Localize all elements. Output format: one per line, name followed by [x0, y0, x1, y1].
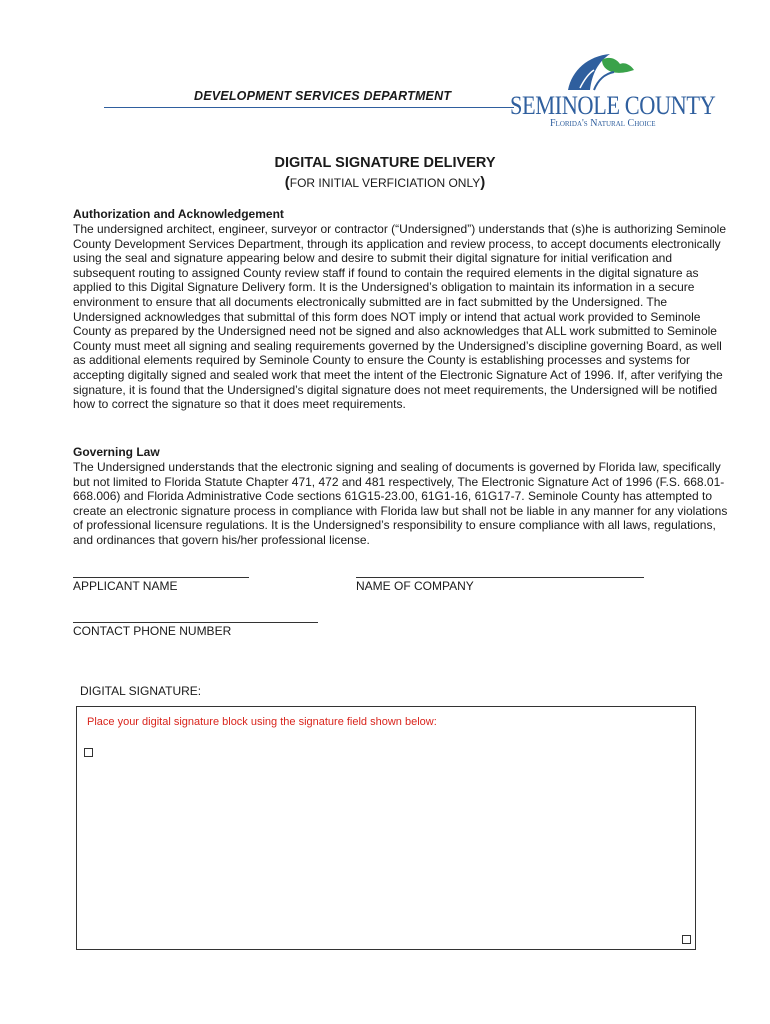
- signature-instruction: Place your digital signature block using the signature field shown below:: [87, 716, 437, 728]
- header-rule: [104, 107, 514, 108]
- department-name: DEVELOPMENT SERVICES DEPARTMENT: [194, 89, 452, 103]
- signature-field-top-checkbox[interactable]: [84, 748, 93, 757]
- logo-wordmark: SEMINOLE COUNTY: [510, 91, 716, 120]
- applicant-name-line[interactable]: [73, 577, 249, 578]
- logo-tagline: Florida's Natural Choice: [550, 118, 656, 129]
- contact-phone-line[interactable]: [73, 622, 318, 623]
- governing-law-heading: Governing Law: [73, 445, 160, 459]
- county-logo: [510, 50, 716, 130]
- logo-emblem-icon: [558, 50, 638, 92]
- subtitle-close-paren: ): [480, 174, 486, 191]
- subtitle-text: FOR INITIAL VERFICIATION ONLY: [289, 176, 481, 190]
- signature-box[interactable]: [76, 706, 696, 950]
- authorization-heading: Authorization and Acknowledgement: [73, 207, 284, 221]
- authorization-body: The undersigned architect, engineer, surveyor or contractor (“Undersigned”) understands that (s)he is authorizing Seminole County Development Services Department, through its application and review process, to accept documents electronically using the seal and signature appearing below and desire to submit their digital signature for initial verification and subsequent routing to assigned County review staff if found to contain the required elements in the digital signature as applied to this Digital Signature Delivery form. It is the Undersigned’s obligation to maintain its information in a secure environment to ensure that all documents electronically submitted are in fact submitted by the Undersigned. The Undersigned acknowledges that submittal of this form does NOT imply or intend that actual work provided to Seminole County as prepared by the Undersigned need not be signed and also acknowledges that ALL work submitted to Seminole County must meet all signing and sealing requirements governed by the Undersigned’s discipline governing Board, as well as additional elements required by Seminole County to ensure the County is establishing processes and systems for accepting digitally signed and sealed work that meet the intent of the Electronic Signature Act of 1996. If, after verifying the signature, it is found that the Undersigned’s digital signature does not meet requirements, the Undersigned will be notified how to correct the signature so that it does meet requirements.: [73, 222, 727, 412]
- company-name-line[interactable]: [356, 577, 644, 578]
- subtitle-open-paren: (: [284, 174, 290, 191]
- contact-phone-label: CONTACT PHONE NUMBER: [73, 624, 232, 638]
- digital-signature-label: DIGITAL SIGNATURE:: [80, 684, 202, 698]
- governing-law-body: The Undersigned understands that the electronic signing and sealing of documents is governed by Florida law, specifically but not limited to Florida Statute Chapter 471, 472 and 481 respectively, The Electronic Signature Act of 1996 (F.S. 668.01-668.006) and Florida Administrative Code sections 61G15-23.00, 61G1-16, 61G17-7. Seminole County has attempted to create an electronic signature process in compliance with Florida law but shall not be liable in any manner for any violations of professional licensure regulations. It is the Undersigned’s responsibility to ensure compliance with all laws, regulations, and ordinances that govern his/her professional license.: [73, 460, 728, 547]
- page-title: DIGITAL SIGNATURE DELIVERY: [274, 155, 496, 171]
- company-name-label: NAME OF COMPANY: [356, 579, 474, 593]
- page-subtitle: [0, 174, 770, 191]
- applicant-name-label: APPLICANT NAME: [73, 579, 178, 593]
- signature-field-bottom-checkbox[interactable]: [682, 935, 691, 944]
